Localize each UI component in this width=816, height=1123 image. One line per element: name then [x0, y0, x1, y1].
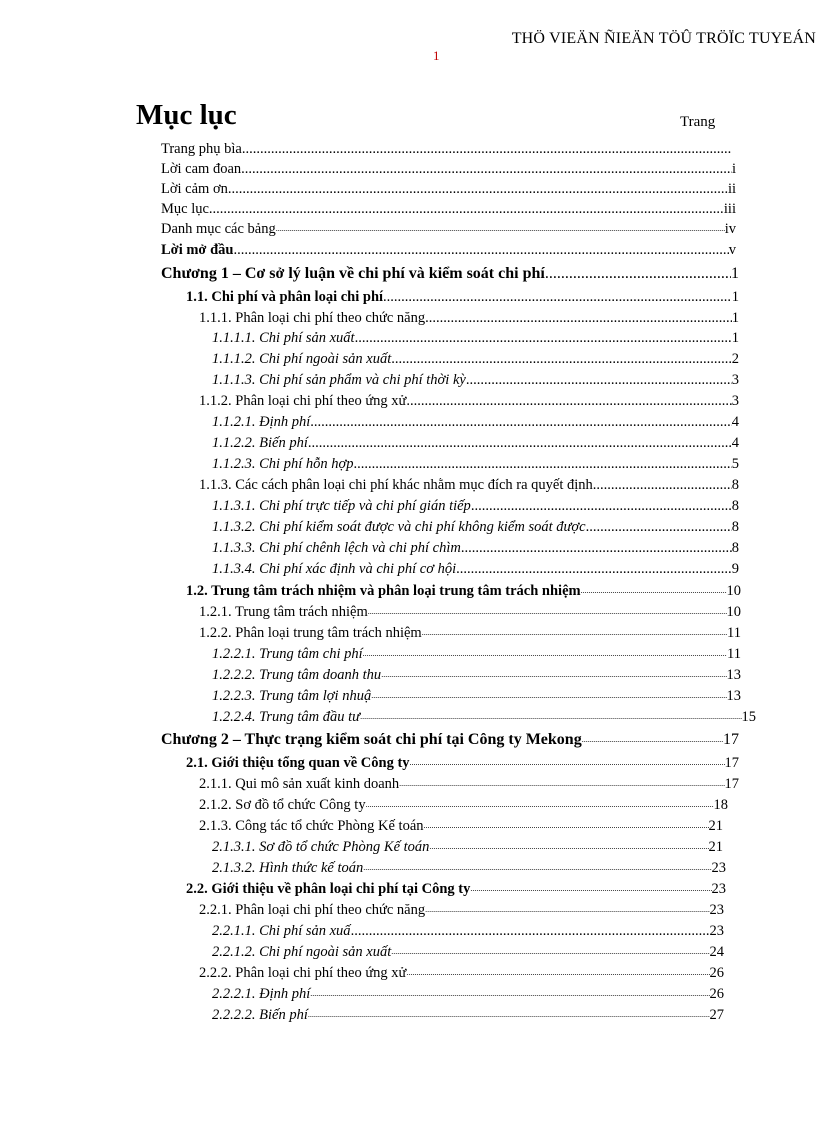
toc-entry-page: 8 — [731, 477, 739, 493]
toc-entry-label: 1.2. Trung tâm trách nhiệm và phân loại trung tâm trách nhiệm — [186, 583, 581, 599]
toc-entry — [161, 158, 736, 178]
toc-dot-leader — [399, 775, 724, 793]
page-column-label: Trang — [680, 114, 716, 130]
toc-entry-page: 21 — [708, 818, 723, 834]
toc-entry — [199, 794, 728, 814]
toc-entry — [186, 286, 739, 306]
toc-entry-label: 2.1.3. Công tác tổ chức Phòng Kế toán — [199, 818, 424, 834]
toc-entry-label: 2.2.1.1. Chi phí sản xuấ — [212, 923, 351, 939]
toc-entry-page: 18 — [713, 797, 728, 813]
toc-dot-leader — [308, 1006, 710, 1024]
toc-entry — [212, 453, 739, 473]
toc-dot-leader — [368, 603, 727, 621]
toc-dot-leader — [425, 901, 709, 919]
toc-entry-page: iv — [724, 221, 736, 237]
toc-entry — [212, 836, 723, 856]
toc-dot-leader — [593, 476, 732, 494]
toc-dot-leader — [456, 560, 732, 578]
toc-entry-label: 1.2.2.3. Trung tâm lợi nhuậ — [212, 688, 372, 704]
toc-entry-page: iii — [723, 201, 736, 217]
toc-dot-leader — [363, 859, 711, 877]
toc-entry — [199, 390, 739, 410]
toc-dot-leader — [470, 880, 711, 898]
toc-entry — [186, 878, 726, 898]
toc-dot-leader — [582, 731, 723, 749]
toc-entry — [212, 369, 739, 389]
toc-dot-leader — [391, 350, 732, 368]
toc-entry — [161, 729, 739, 749]
toc-dot-leader — [461, 539, 732, 557]
toc-entry — [161, 239, 736, 259]
toc-dot-leader — [581, 582, 727, 600]
toc-entry-page: 27 — [709, 1007, 724, 1023]
toc-dot-leader — [360, 708, 741, 726]
toc-entry-page: 3 — [731, 393, 739, 409]
toc-entry-page: 23 — [709, 902, 724, 918]
toc-dot-leader — [241, 160, 732, 178]
toc-entry — [199, 815, 723, 835]
toc-entry-label: 1.1.1.2. Chi phí ngoài sản xuất — [212, 351, 392, 367]
toc-entry-label: 2.2.1.2. Chi phí ngoài sản xuất — [212, 944, 392, 960]
toc-entry-page: 8 — [731, 519, 739, 535]
toc-entry-label: 2.1.3.2. Hình thức kế toán — [212, 860, 364, 876]
toc-entry-page: 23 — [711, 860, 726, 876]
toc-dot-leader — [276, 220, 725, 238]
toc-entry-page: 8 — [731, 540, 739, 556]
toc-entry-page: 23 — [709, 923, 724, 939]
toc-entry-page: 11 — [727, 646, 741, 662]
toc-entry-page: 23 — [711, 881, 726, 897]
toc-entry — [161, 263, 739, 283]
toc-entry-label: Mục lục — [161, 201, 209, 217]
toc-dot-leader — [371, 687, 726, 705]
toc-dot-leader — [424, 817, 709, 835]
toc-entry — [212, 327, 739, 347]
toc-entry-label: 2.2. Giới thiệu về phân loại chi phí tại Công ty — [186, 881, 471, 897]
toc-entry-label: 1.1. Chi phí và phân loại chi phí — [186, 289, 384, 305]
toc-entry-label: 2.2.2.2. Biến phí — [212, 1007, 308, 1023]
toc-dot-leader — [383, 288, 732, 306]
toc-entry-label: 1.1.3.3. Chi phí chênh lệch và chi phí chìm — [212, 540, 461, 556]
toc-entry-page: 10 — [726, 583, 741, 599]
toc-dot-leader — [363, 645, 727, 663]
toc-entry-label: 1.1.3. Các cách phân loại chi phí khác nhằm mục đích ra quyết định — [199, 477, 593, 493]
toc-entry-label: 1.2.2.2. Trung tâm doanh thu — [212, 667, 382, 683]
toc-dot-leader — [586, 518, 732, 536]
toc-entry — [212, 516, 739, 536]
toc-dot-leader — [366, 796, 714, 814]
toc-dot-leader — [466, 371, 732, 389]
toc-dot-leader — [429, 838, 708, 856]
toc-entry — [212, 537, 739, 557]
toc-dot-leader — [228, 180, 728, 198]
toc-entry-page: 1 — [731, 265, 739, 282]
toc-dot-leader — [353, 455, 731, 473]
page-title: Mục lục — [136, 99, 237, 131]
toc-entry — [199, 622, 741, 642]
toc-dot-leader — [471, 497, 732, 515]
page-header: THÖ VIEÄN ÑIEÄN TÖÛ TRÖÏC TUYEÁN — [511, 30, 816, 47]
toc-dot-leader — [406, 964, 709, 982]
toc-dot-leader — [355, 329, 732, 347]
toc-entry — [199, 307, 739, 327]
toc-entry-page: 17 — [724, 755, 739, 771]
toc-entry-page: 13 — [726, 688, 741, 704]
toc-entry — [212, 664, 741, 684]
toc-entry-page: 13 — [726, 667, 741, 683]
toc-entry-page: 10 — [726, 604, 741, 620]
toc-entry — [212, 857, 726, 877]
toc-entry-label: 1.2.2. Phân loại trung tâm trách nhiệm — [199, 625, 422, 641]
toc-entry — [161, 178, 736, 198]
toc-entry-label: 2.2.1. Phân loại chi phí theo chức năng — [199, 902, 426, 918]
toc-entry-page: 1 — [731, 330, 739, 346]
toc-entry — [212, 941, 724, 961]
toc-entry — [199, 773, 739, 793]
toc-entry-page: 4 — [731, 414, 739, 430]
toc-entry-page: 4 — [731, 435, 739, 451]
toc-entry-label: 1.1.3.2. Chi phí kiểm soát được và chi phí không kiểm soát được — [212, 519, 586, 535]
toc-entry-label: Danh mục các bảng — [161, 221, 276, 237]
toc-entry — [212, 983, 724, 1003]
toc-entry-label: Chương 2 – Thực trạng kiểm soát chi phí tại Công ty Mekong — [161, 731, 582, 748]
toc-entry — [212, 495, 739, 515]
toc-entry-label: 2.1.3.1. Sơ đồ tổ chức Phòng Kế toán — [212, 839, 430, 855]
toc-entry — [212, 685, 741, 705]
toc-entry-page: 5 — [731, 456, 739, 472]
toc-entry — [212, 706, 756, 726]
toc-entry — [212, 348, 739, 368]
toc-entry — [212, 643, 741, 663]
toc-entry-label: 1.1.2.2. Biến phí — [212, 435, 308, 451]
toc-entry-label: 2.1.1. Qui mô sản xuất kinh doanh — [199, 776, 400, 792]
toc-entry-page: ii — [727, 181, 736, 197]
toc-dot-leader — [351, 922, 710, 940]
toc-entry-page: 1 — [731, 289, 739, 305]
toc-entry-label: 1.2.2.1. Trung tâm chi phí — [212, 646, 363, 662]
toc-entry — [212, 432, 739, 452]
toc-dot-leader — [233, 241, 728, 259]
toc-entry-label: 1.1.1.1. Chi phí sản xuất — [212, 330, 355, 346]
toc-entry — [199, 962, 724, 982]
toc-entry-page: i — [731, 161, 736, 177]
toc-entry-page: v — [728, 242, 736, 258]
toc-dot-leader — [310, 413, 731, 431]
toc-dot-leader — [308, 434, 732, 452]
toc-entry-page: 9 — [731, 561, 739, 577]
toc-entry-label: Lời mở đầu — [161, 242, 234, 258]
toc-entry-label: Lời cảm ơn — [161, 181, 228, 197]
toc-entry — [199, 899, 724, 919]
toc-entry-label: 2.2.2.1. Định phí — [212, 986, 311, 1002]
toc-entry — [161, 218, 736, 238]
toc-entry-label: 1.1.1.3. Chi phí sản phẩm và chi phí thời kỳ — [212, 372, 466, 388]
toc-dot-leader — [406, 392, 731, 410]
toc-entry-label: 1.1.2. Phân loại chi phí theo ứng xử — [199, 393, 407, 409]
toc-entry — [161, 138, 732, 158]
toc-entry-page: 11 — [727, 625, 741, 641]
toc-entry — [199, 474, 739, 494]
toc-dot-leader — [242, 140, 732, 158]
toc-entry-label: 1.2.1. Trung tâm trách nhiệm — [199, 604, 368, 620]
toc-entry-label: 1.1.3.4. Chi phí xác định và chi phí cơ hội — [212, 561, 457, 577]
toc-dot-leader — [545, 265, 731, 283]
toc-entry — [212, 558, 739, 578]
toc-entry-label: Lời cam đoan — [161, 161, 242, 177]
toc-entry-page: 26 — [709, 965, 724, 981]
toc-entry-page: 3 — [731, 372, 739, 388]
toc-entry-label: 2.1.2. Sơ đồ tổ chức Công ty — [199, 797, 366, 813]
toc-entry-page: 15 — [741, 709, 756, 725]
toc-entry-page: 17 — [724, 776, 739, 792]
toc-entry-label: 2.1. Giới thiệu tổng quan về Công ty — [186, 755, 410, 771]
toc-entry-page: 24 — [709, 944, 724, 960]
toc-entry-page: 8 — [731, 498, 739, 514]
toc-dot-leader — [381, 666, 726, 684]
toc-entry — [199, 601, 741, 621]
toc-entry — [212, 411, 739, 431]
toc-entry — [212, 1004, 724, 1024]
toc-entry-label: 1.2.2.4. Trung tâm đầu tư — [212, 709, 361, 725]
toc-entry-page: 26 — [709, 986, 724, 1002]
toc-entry-page: 1 — [731, 310, 739, 326]
toc-entry-label: 1.1.2.3. Chi phí hỗn hợp — [212, 456, 354, 472]
toc-dot-leader — [410, 754, 725, 772]
toc-dot-leader — [422, 624, 727, 642]
toc-entry-label: Chương 1 – Cơ sở lý luận về chi phí và kiểm soát chi phí — [161, 265, 545, 282]
toc-entry-label: 1.1.3.1. Chi phí trực tiếp và chi phí gián tiếp — [212, 498, 471, 514]
toc-entry — [186, 580, 741, 600]
toc-dot-leader — [310, 985, 709, 1003]
toc-dot-leader — [391, 943, 709, 961]
toc-dot-leader — [209, 200, 724, 218]
toc-entry — [212, 920, 724, 940]
toc-dot-leader — [425, 309, 732, 327]
toc-entry — [186, 752, 739, 772]
toc-entry-page: 17 — [723, 731, 739, 748]
toc-entry-label: 1.1.1. Phân loại chi phí theo chức năng — [199, 310, 426, 326]
toc-entry-label: 1.1.2.1. Định phí — [212, 414, 311, 430]
toc-entry-page: 2 — [731, 351, 739, 367]
page-number: 1 — [433, 48, 440, 63]
toc-entry-page: 21 — [708, 839, 723, 855]
toc-entry-label: 2.2.2. Phân loại chi phí theo ứng xử — [199, 965, 407, 981]
toc-entry-label: Trang phụ bìa — [161, 141, 242, 157]
toc-entry — [161, 198, 736, 218]
